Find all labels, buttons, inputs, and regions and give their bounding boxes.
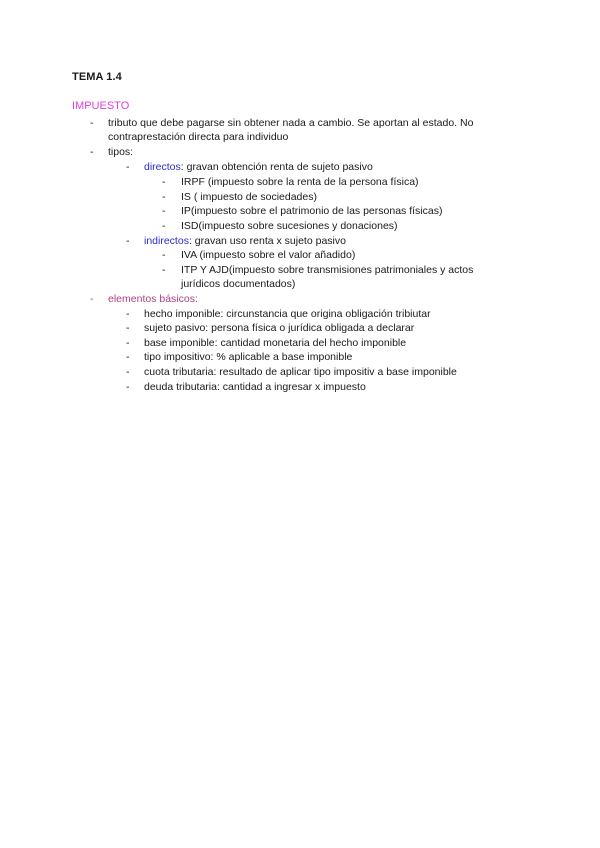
elementos-item: base imponible: cantidad monetaria del hecho imponible xyxy=(144,337,407,349)
bullet-dash: - xyxy=(126,381,130,393)
bullet-dash: - xyxy=(126,322,130,334)
elementos-item: sujeto pasivo: persona física o jurídica obligada a declarar xyxy=(144,322,415,334)
bullet-dash: - xyxy=(162,205,166,217)
document-title: TEMA 1.4 xyxy=(72,71,122,83)
indirectos-item: IVA (impuesto sobre el valor añadido) xyxy=(181,249,356,261)
elementos-item: hecho imponible: circunstancia que origina obligación tribiutar xyxy=(144,308,431,320)
indirectos-item-continuation: jurídicos documentados) xyxy=(181,278,296,290)
section-heading: IMPUESTO xyxy=(72,100,130,112)
directos-text: : gravan obtención renta de sujeto pasivo xyxy=(180,161,373,173)
bullet-dash: - xyxy=(126,235,130,247)
bullet-dash: - xyxy=(162,264,166,276)
bullet-dash: - xyxy=(90,117,94,129)
bullet-dash: - xyxy=(162,220,166,232)
indirectos-line xyxy=(144,234,346,248)
bullet-dash: - xyxy=(126,337,130,349)
elementos-item: cuota tributaria: resultado de aplicar tipo impositiv a base imponible xyxy=(144,366,457,378)
elementos-item: tipo impositivo: % aplicable a base imponible xyxy=(144,351,353,363)
bullet-dash: - xyxy=(162,191,166,203)
bullet-dash: - xyxy=(90,146,94,158)
directos-label: directos xyxy=(144,161,181,173)
bullet-dash: - xyxy=(90,293,94,305)
tipos-label: tipos: xyxy=(108,146,134,158)
definition-line-2: contraprestación directa para individuo xyxy=(108,131,289,143)
bullet-dash: - xyxy=(126,161,130,173)
directos-line xyxy=(144,160,373,174)
elementos-item: deuda tributaria: cantidad a ingresar x impuesto xyxy=(144,381,366,393)
definition-line-1: tributo que debe pagarse sin obtener nada a cambio. Se aportan al estado. No xyxy=(108,117,474,129)
directos-item: ISD(impuesto sobre sucesiones y donaciones) xyxy=(181,220,398,232)
bullet-dash: - xyxy=(126,351,130,363)
bullet-dash: - xyxy=(126,308,130,320)
indirectos-item: ITP Y AJD(impuesto sobre transmisiones patrimoniales y actos xyxy=(181,264,474,276)
indirectos-text: : gravan uso renta x sujeto pasivo xyxy=(188,235,346,247)
directos-item: IRPF (impuesto sobre la renta de la persona física) xyxy=(181,176,419,188)
bullet-dash: - xyxy=(162,249,166,261)
elementos-label: elementos básicos: xyxy=(108,293,198,305)
bullet-dash: - xyxy=(126,366,130,378)
bullet-dash: - xyxy=(162,176,166,188)
directos-item: IP(impuesto sobre el patrimonio de las personas físicas) xyxy=(181,205,443,217)
indirectos-label: indirectos xyxy=(144,235,189,247)
directos-item: IS ( impuesto de sociedades) xyxy=(181,191,317,203)
